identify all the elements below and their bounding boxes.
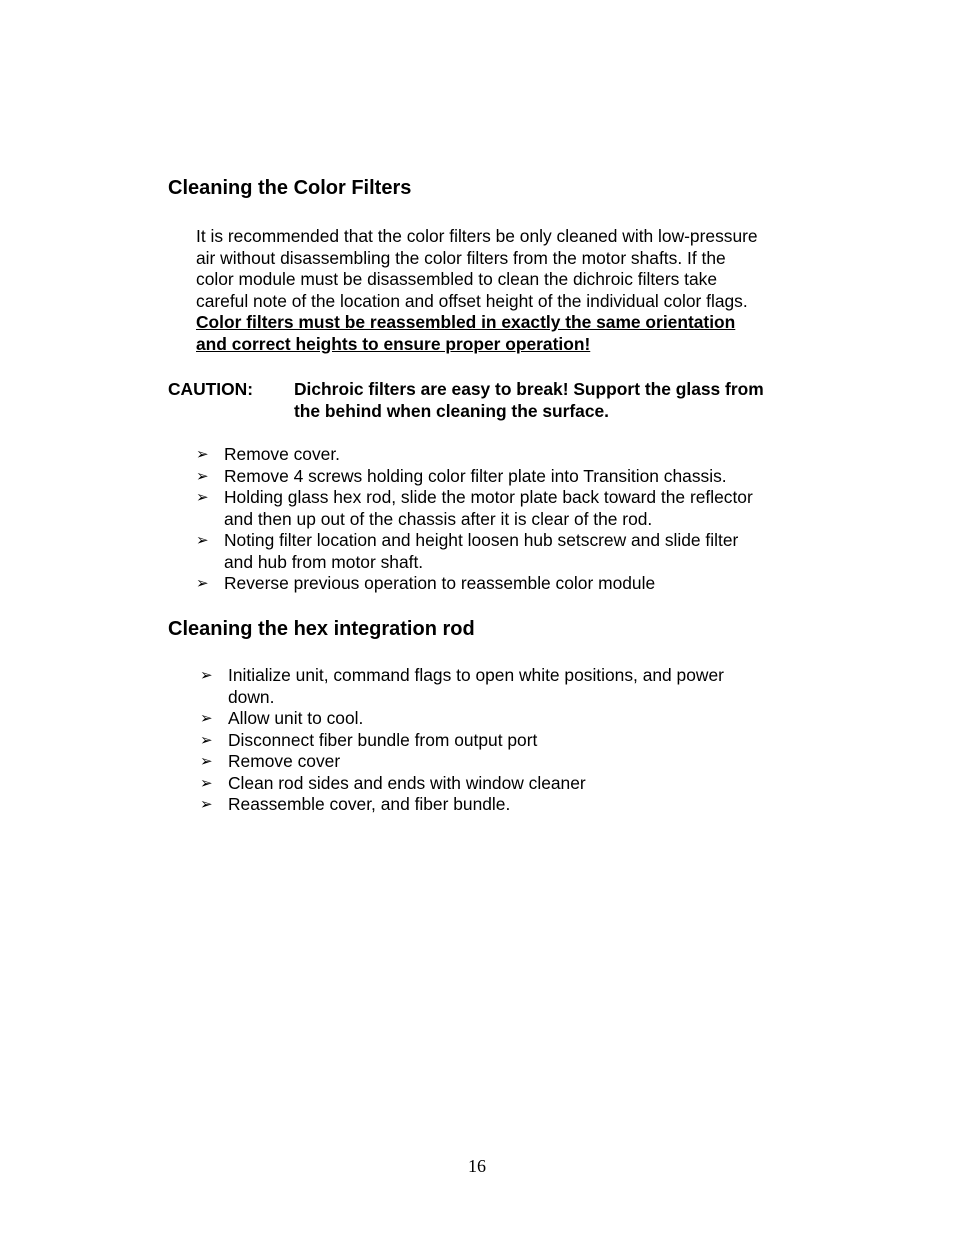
list-item-text: Holding glass hex rod, slide the motor plate back toward the reflector [224,487,753,507]
list-item [196,444,753,466]
list-item [200,730,724,752]
section-heading-color-filters: Cleaning the Color Filters [168,177,412,199]
list-item-text: and then up out of the chassis after it is clear of the rod. [224,508,653,529]
arrowhead-bullet-icon: ➢ [200,752,213,770]
list-item [196,573,753,595]
list-item [196,466,753,488]
list-item-text: Remove cover. [224,444,340,464]
paragraph-line: It is recommended that the color filters be only cleaned with low-pressure [196,226,758,246]
paragraph-line: careful note of the location and offset height of the individual color flags. [196,290,748,311]
arrowhead-bullet-icon: ➢ [196,531,209,549]
caution-label: CAUTION: [168,379,254,399]
list-item-text: Noting filter location and height loosen hub setscrew and slide filter [224,530,739,550]
list-item [196,487,753,530]
arrowhead-bullet-icon: ➢ [200,730,213,749]
list-item [200,665,724,708]
caution-text [294,378,764,422]
arrowhead-bullet-icon: ➢ [200,709,213,727]
list-item [200,794,724,816]
list-item-text: Remove 4 screws holding color filter plate into Transition chassis. [224,465,727,486]
list-item-text: Remove cover [228,751,341,771]
color-filter-steps-list [196,444,753,595]
caution-line: Dichroic filters are easy to break! Support the glass from [294,379,764,399]
arrowhead-bullet-icon: ➢ [200,773,213,792]
section-heading-hex-rod: Cleaning the hex integration rod [168,618,475,640]
reassembly-warning-line: Color filters must be reassembled in exactly the same orientation [196,312,736,332]
caution-line: the behind when cleaning the surface. [294,401,610,421]
arrowhead-bullet-icon: ➢ [200,666,213,684]
list-item-text: down. [228,686,275,707]
list-item [200,708,724,730]
list-item-text: Reassemble cover, and fiber bundle. [228,794,511,814]
paragraph-line: air without disassembling the color filters from the motor shafts. If the [196,247,726,268]
paragraph-line: color module must be disassembled to clean the dichroic filters take [196,269,718,289]
list-item-text: Disconnect fiber bundle from output port [228,729,538,750]
arrowhead-bullet-icon: ➢ [196,574,209,592]
arrowhead-bullet-icon: ➢ [196,445,209,463]
list-item-text: Reverse previous operation to reassemble color module [224,573,656,593]
page-number: 16 [468,1156,486,1176]
list-item [196,530,753,573]
arrowhead-bullet-icon: ➢ [200,795,213,813]
arrowhead-bullet-icon: ➢ [196,488,209,506]
list-item-text: Initialize unit, command flags to open white positions, and power [228,665,724,685]
list-item [200,751,724,773]
list-item-text: and hub from motor shaft. [224,551,424,572]
list-item [200,773,724,795]
list-item-text: Clean rod sides and ends with window cleaner [228,772,586,793]
arrowhead-bullet-icon: ➢ [196,466,209,485]
hex-rod-steps-list [200,665,724,816]
list-item-text: Allow unit to cool. [228,708,364,728]
intro-paragraph [196,226,816,355]
reassembly-warning-line: and correct heights to ensure proper operation! [196,333,591,354]
